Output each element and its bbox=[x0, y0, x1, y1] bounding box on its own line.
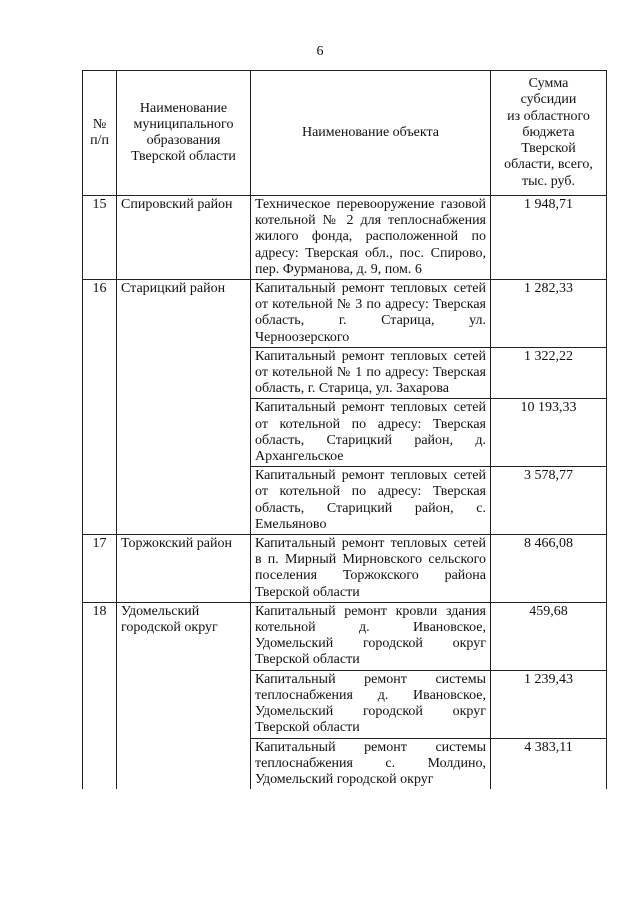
subsidy-amount: 3 578,77 bbox=[491, 467, 607, 535]
subsidy-amount: 1 322,22 bbox=[491, 347, 607, 399]
object-name: Техническое перевооружение газовой котельной № 2 для теплоснабжения жилого фонда, расположенной по адресу: Тверская обл., пос. Спирово, пер. Фурманова, д. 9, пом. 6 bbox=[251, 196, 491, 280]
subsidy-table bbox=[82, 70, 607, 789]
header-object: Наименование объекта bbox=[251, 71, 491, 196]
table-row bbox=[83, 280, 607, 348]
header-municipality: Наименование муниципального образования Тверской области bbox=[117, 71, 251, 196]
row-number: 17 bbox=[83, 535, 117, 603]
object-name: Капитальный ремонт тепловых сетей в п. Мирный Мирновского сельского поселения Торжокского района Тверской области bbox=[251, 535, 491, 603]
object-name: Капитальный ремонт тепловых сетей от котельной по адресу: Тверская область, Старицкий район, д. Архангельское bbox=[251, 399, 491, 467]
table-row bbox=[83, 196, 607, 280]
header-num: № п/п bbox=[83, 71, 117, 196]
subsidy-amount: 8 466,08 bbox=[491, 535, 607, 603]
municipality-name: Спировский район bbox=[117, 196, 251, 280]
page-number: 6 bbox=[316, 44, 324, 59]
row-number: 15 bbox=[83, 196, 117, 280]
object-name: Капитальный ремонт тепловых сетей от котельной № 3 по адресу: Тверская область, г. Старица, ул. Черноозерского bbox=[251, 280, 491, 348]
object-name: Капитальный ремонт тепловых сетей от котельной по адресу: Тверская область, Старицкий район, с. Емельяново bbox=[251, 467, 491, 535]
subsidy-amount: 459,68 bbox=[491, 602, 607, 670]
object-name: Капитальный ремонт системы теплоснабжения с. Молдино, Удомельский городской округ bbox=[251, 738, 491, 789]
subsidy-amount: 4 383,11 bbox=[491, 738, 607, 789]
header-sum: Сумма субсидии из областного бюджета Тверской области, всего, тыс. руб. bbox=[491, 71, 607, 196]
row-number: 16 bbox=[83, 280, 117, 535]
subsidy-amount: 1 282,33 bbox=[491, 280, 607, 348]
object-name: Капитальный ремонт тепловых сетей от котельной № 1 по адресу: Тверская область, г. Старица, ул. Захарова bbox=[251, 347, 491, 399]
municipality-name: Торжокский район bbox=[117, 535, 251, 603]
table-row bbox=[83, 602, 607, 670]
table-body bbox=[83, 196, 607, 790]
municipality-name: Старицкий район bbox=[117, 280, 251, 535]
object-name: Капитальный ремонт системы теплоснабжения д. Ивановское, Удомельский городской округ Тверской области bbox=[251, 670, 491, 738]
table-row bbox=[83, 535, 607, 603]
object-name: Капитальный ремонт кровли здания котельной д. Ивановское, Удомельский городской округ Тверской области bbox=[251, 602, 491, 670]
table-header-row bbox=[83, 71, 607, 196]
row-number: 18 bbox=[83, 602, 117, 789]
subsidy-amount: 1 239,43 bbox=[491, 670, 607, 738]
municipality-name: Удомельский городской округ bbox=[117, 602, 251, 789]
subsidy-amount: 1 948,71 bbox=[491, 196, 607, 280]
subsidy-amount: 10 193,33 bbox=[491, 399, 607, 467]
